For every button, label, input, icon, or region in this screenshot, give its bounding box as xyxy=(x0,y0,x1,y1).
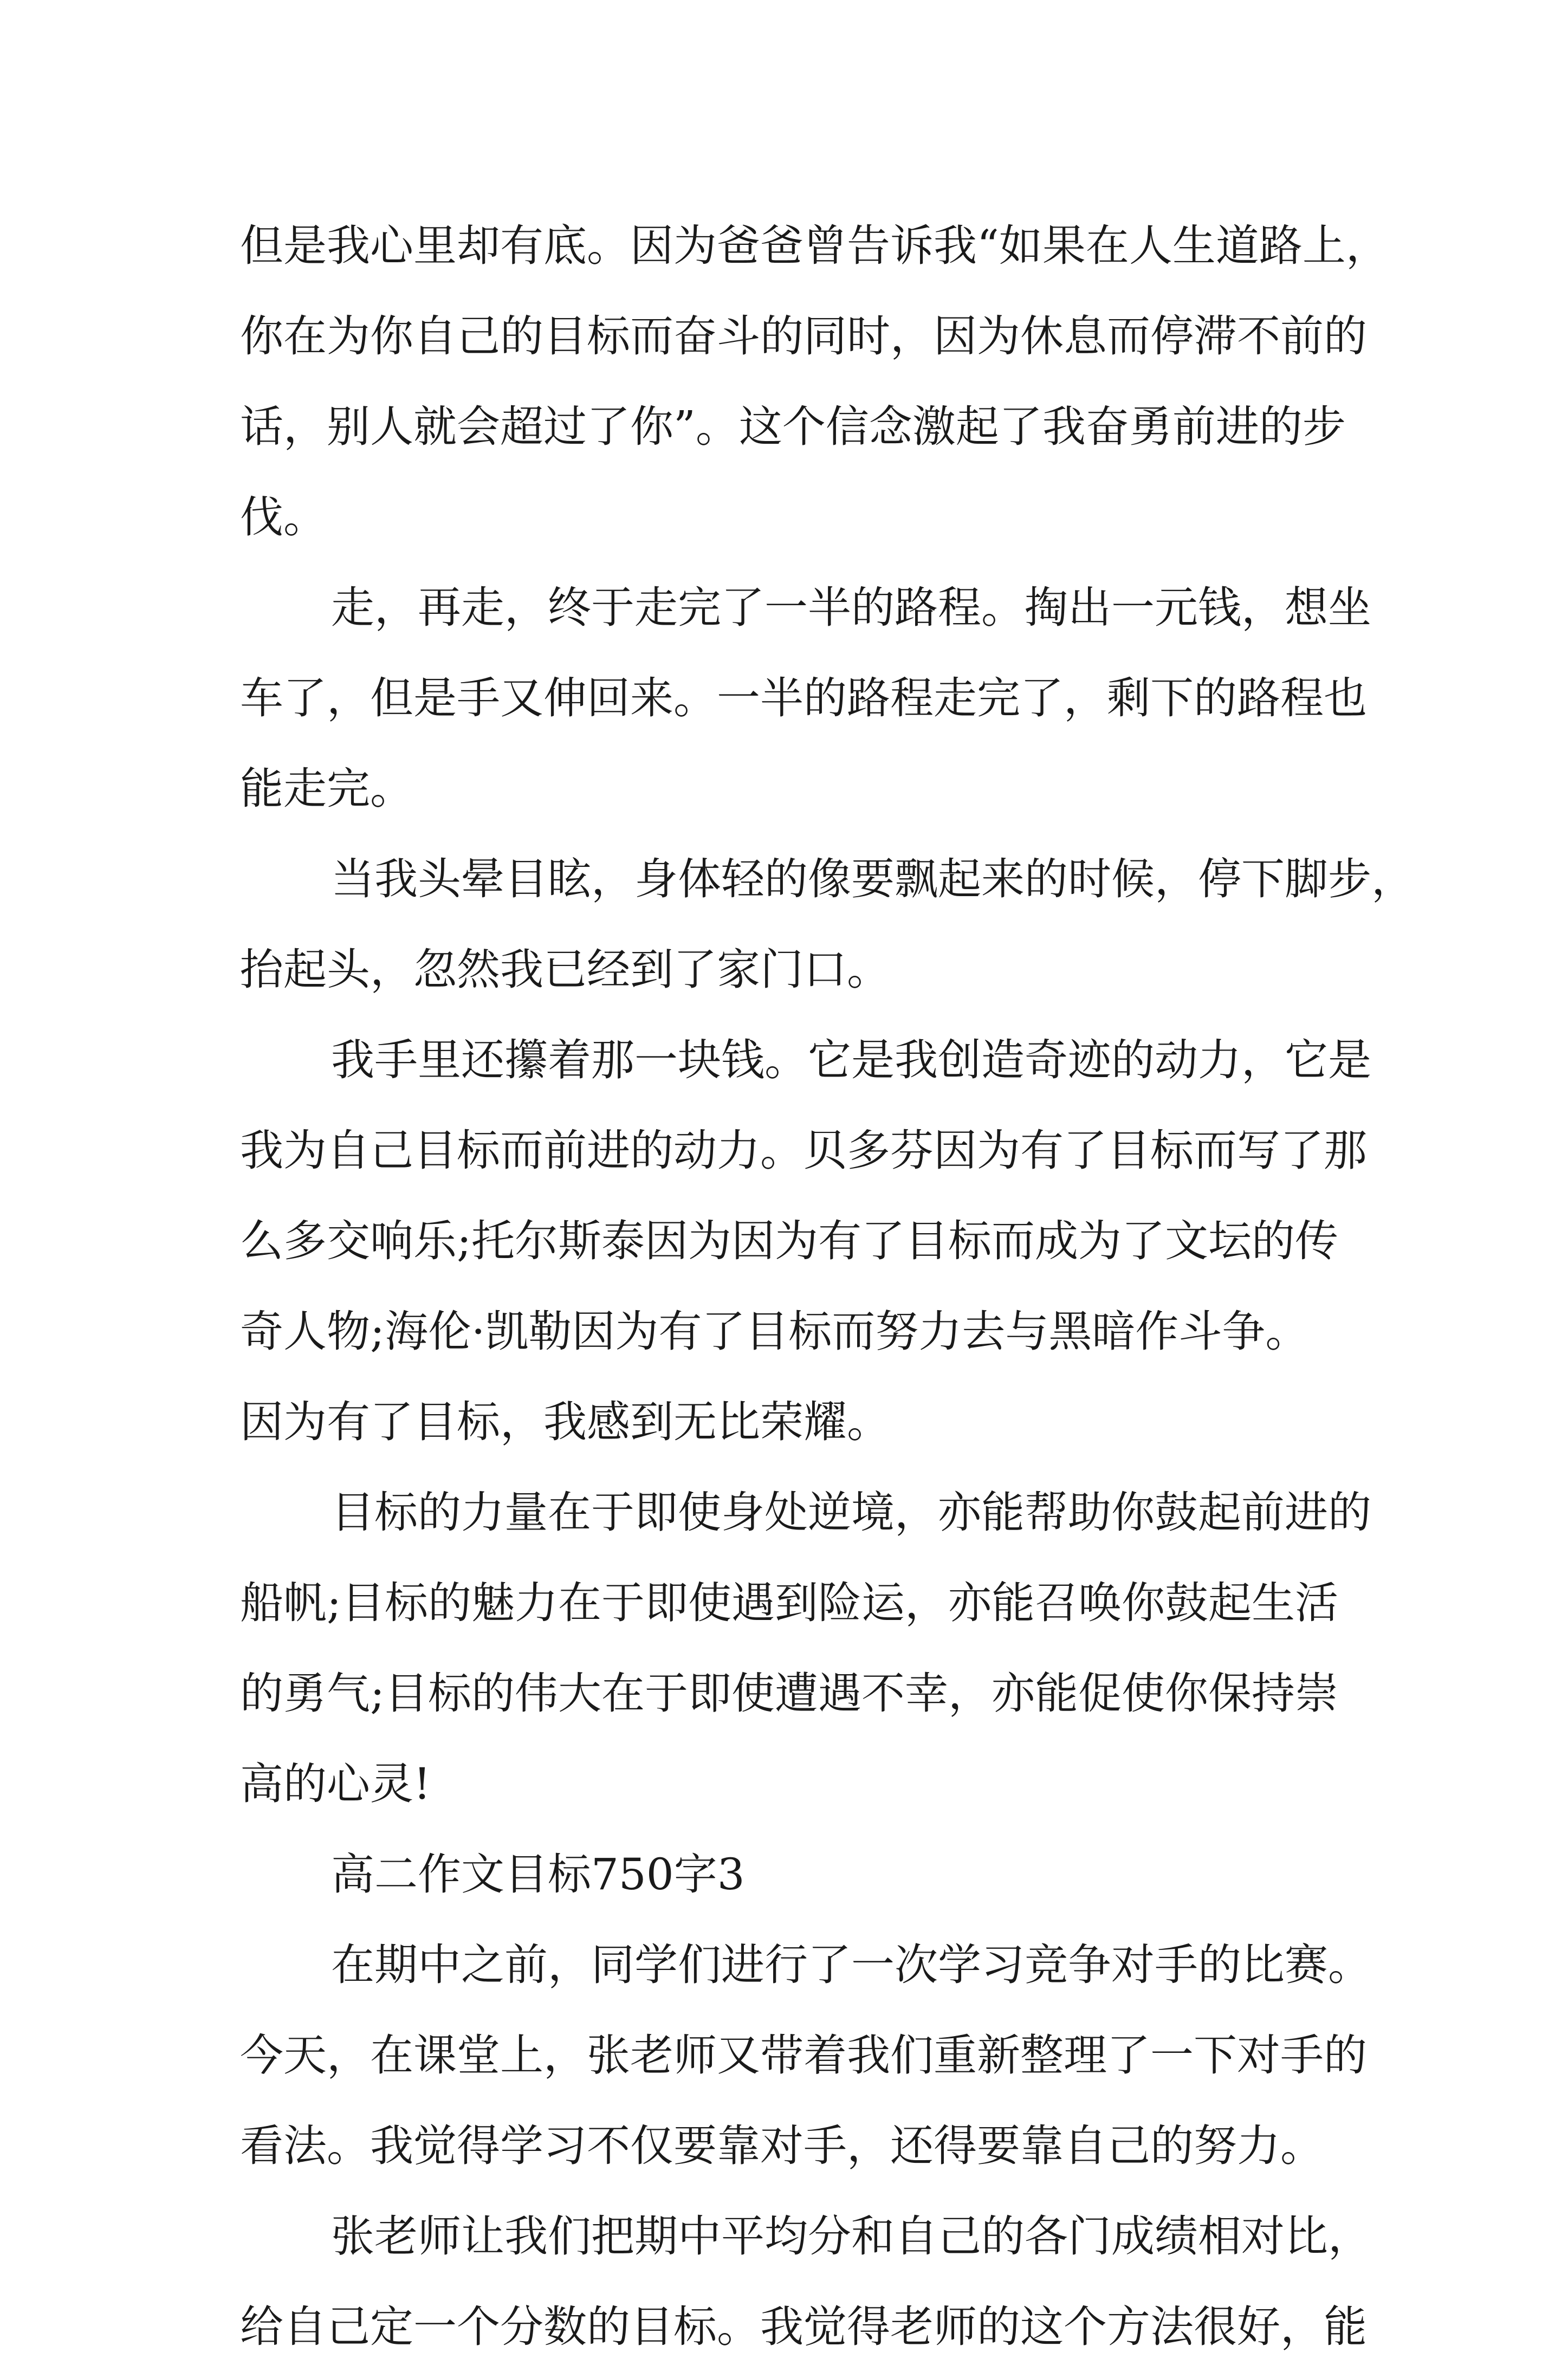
text-line: 能走完。 xyxy=(240,763,413,814)
text-line: 高的心灵! xyxy=(240,1759,431,1809)
text-line: 因为有了目标，我感到无比荣耀。 xyxy=(240,1397,890,1447)
text-line: 我手里还攥着那一块钱。它是我创造奇迹的动力，它是 xyxy=(331,1035,1371,1085)
text-line: 但是我心里却有底。因为爸爸曾告诉我“如果在人生道路上， xyxy=(240,221,1389,271)
text-line: 你在为你自己的目标而奋斗的同时，因为休息而停滞不前的 xyxy=(240,311,1367,361)
text-line: 张老师让我们把期中平均分和自己的各门成绩相对比， xyxy=(331,2211,1371,2261)
text-line: 目标的力量在于即使身处逆境，亦能帮助你鼓起前进的 xyxy=(331,1487,1371,1538)
text-line: 的勇气;目标的伟大在于即使遭遇不幸，亦能促使你保持崇 xyxy=(240,1668,1338,1719)
text-line: 奇人物;海伦·凯勒因为有了目标而努力去与黑暗作斗争。 xyxy=(240,1306,1309,1357)
text-line: 伐。 xyxy=(240,492,327,542)
body-text xyxy=(240,200,1415,2372)
text-line: 抬起头，忽然我已经到了家门口。 xyxy=(240,944,890,995)
text-line: 船帆;目标的魅力在于即使遇到险运，亦能召唤你鼓起生活 xyxy=(240,1578,1338,1628)
text-line: 我为自己目标而前进的动力。贝多芬因为有了目标而写了那 xyxy=(240,1125,1367,1176)
text-line: 看法。我觉得学习不仅要靠对手，还得要靠自己的努力。 xyxy=(240,2121,1324,2171)
text-line: 高二作文目标750字3 xyxy=(331,1849,745,1900)
text-line: 车了，但是手又伸回来。一半的路程走完了，剩下的路程也 xyxy=(240,673,1367,723)
text-line: 话，别人就会超过了你”。这个信念激起了我奋勇前进的步 xyxy=(240,401,1346,452)
text-line: 走，再走，终于走完了一半的路程。掏出一元钱，想坐 xyxy=(331,582,1371,633)
text-line: 今天，在课堂上，张老师又带着我们重新整理了一下对手的 xyxy=(240,2030,1367,2081)
text-line: 当我头晕目眩，身体轻的像要飘起来的时候，停下脚步， xyxy=(331,854,1415,904)
text-line: 给自己定一个分数的目标。我觉得老师的这个方法很好，能 xyxy=(240,2302,1367,2352)
text-line: 在期中之前，同学们进行了一次学习竞争对手的比赛。 xyxy=(331,1940,1371,1990)
text-line: 么多交响乐;托尔斯泰因为因为有了目标而成为了文坛的传 xyxy=(240,1216,1338,1266)
